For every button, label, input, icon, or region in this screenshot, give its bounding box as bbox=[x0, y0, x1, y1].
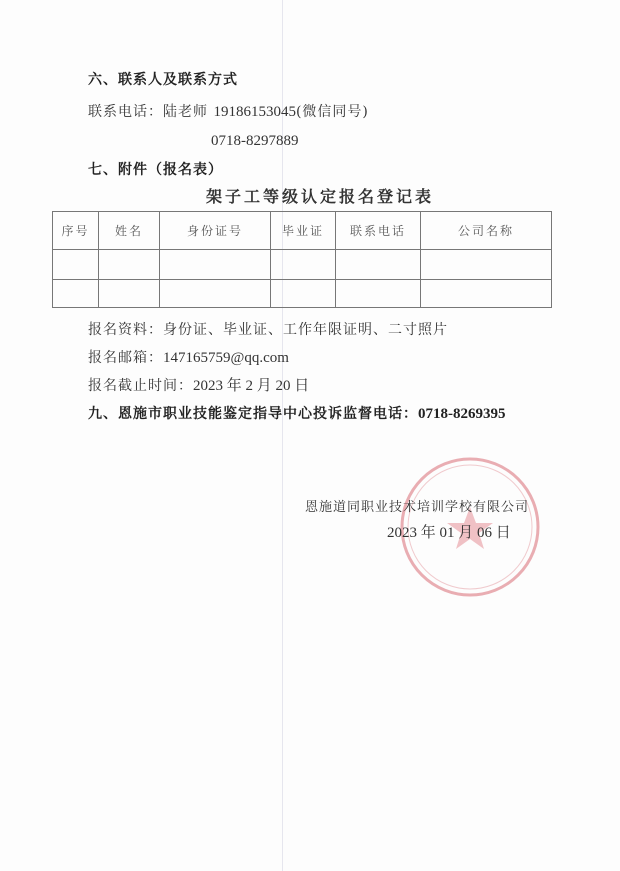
email-label: 报名邮箱： bbox=[88, 350, 163, 366]
col-header: 联系电话 bbox=[336, 212, 421, 250]
phone-label: 联系电话：陆老师 bbox=[88, 104, 214, 120]
form-title: 架子工等级认定报名登记表 bbox=[206, 187, 435, 206]
email-link[interactable]: 147165759@qq.com bbox=[163, 350, 289, 366]
registration-table bbox=[52, 211, 552, 308]
deadline-value: 2023 年 2 月 20 日 bbox=[193, 378, 310, 394]
section7-heading: 七、附件（报名表） bbox=[88, 162, 223, 178]
col-header: 序号 bbox=[53, 212, 99, 250]
phone-landline: 0718-8297889 bbox=[211, 133, 299, 149]
section6-heading: 六、联系人及联系方式 bbox=[88, 72, 238, 88]
materials-label: 报名资料： bbox=[88, 322, 163, 338]
contact-phone-line bbox=[88, 102, 369, 122]
col-header: 毕业证 bbox=[271, 212, 336, 250]
email-line bbox=[88, 348, 289, 368]
section9-heading: 九、恩施市职业技能鉴定指导中心投诉监督电话： bbox=[88, 406, 418, 422]
phone-mobile: 19186153045 bbox=[213, 104, 296, 120]
complaint-phone: 0718-8269395 bbox=[418, 406, 506, 422]
table-row bbox=[53, 250, 552, 280]
table-row bbox=[53, 280, 552, 308]
signature-date: 2023 年 01 月 06 日 bbox=[387, 525, 511, 541]
materials-line bbox=[88, 320, 448, 340]
section9-line bbox=[88, 404, 506, 424]
deadline-label: 报名截止时间： bbox=[88, 378, 193, 394]
col-header: 身份证号 bbox=[160, 212, 271, 250]
signature-org: 恩施道同职业技术培训学校有限公司 bbox=[305, 500, 530, 515]
deadline-line bbox=[88, 376, 309, 396]
col-header: 公司名称 bbox=[421, 212, 552, 250]
table-header-row bbox=[53, 212, 552, 250]
phone-note: (微信同号) bbox=[295, 104, 369, 120]
materials-value: 身份证、毕业证、工作年限证明、二寸照片 bbox=[163, 322, 448, 338]
col-header: 姓名 bbox=[99, 212, 160, 250]
